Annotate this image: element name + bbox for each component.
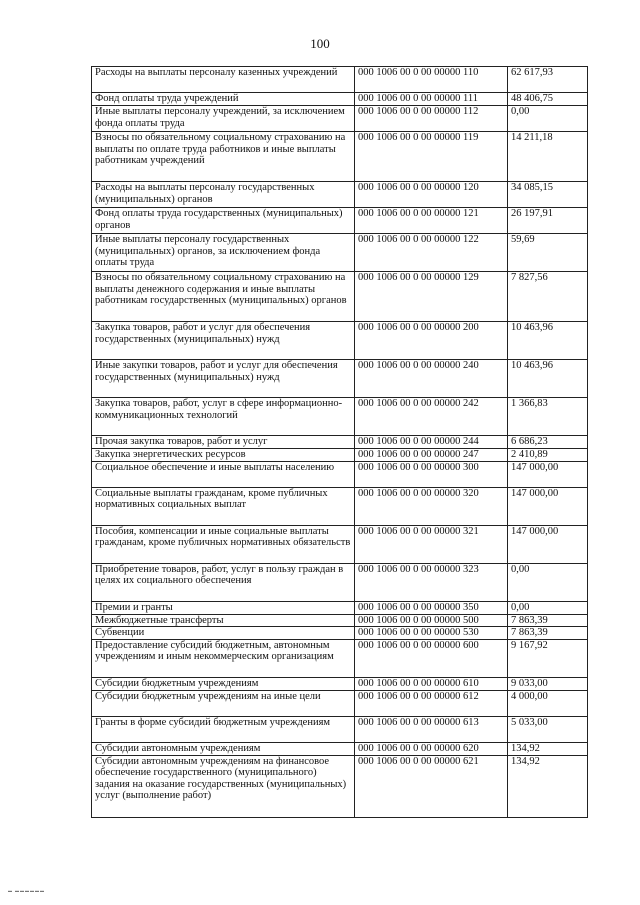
row-sum: 62 617,93 bbox=[508, 67, 588, 93]
row-name: Расходы на выплаты персоналу государственных (муниципальных) органов bbox=[92, 182, 355, 208]
row-sum: 5 033,00 bbox=[508, 716, 588, 742]
row-sum: 147 000,00 bbox=[508, 461, 588, 487]
table-row bbox=[92, 272, 588, 322]
row-sum: 10 463,96 bbox=[508, 360, 588, 398]
row-name: Субсидии автономным учреждениям на финансовое обеспечение государственного (муниципального) задания на оказание государственных (муниципальных) услуг (выполнение работ) bbox=[92, 755, 355, 817]
row-sum: 0,00 bbox=[508, 601, 588, 614]
row-code: 000 1006 00 0 00 00000 321 bbox=[355, 525, 508, 563]
row-name: Межбюджетные трансферты bbox=[92, 614, 355, 627]
row-name: Гранты в форме субсидий бюджетным учреждениям bbox=[92, 716, 355, 742]
table-row bbox=[92, 677, 588, 690]
row-code: 000 1006 00 0 00 00000 350 bbox=[355, 601, 508, 614]
page-number: 100 bbox=[310, 36, 330, 51]
row-sum: 1 366,83 bbox=[508, 398, 588, 436]
row-name: Социальное обеспечение и иные выплаты населению bbox=[92, 461, 355, 487]
row-name: Расходы на выплаты персоналу казенных учреждений bbox=[92, 67, 355, 93]
row-name: Субсидии автономным учреждениям bbox=[92, 742, 355, 755]
row-code: 000 1006 00 0 00 00000 320 bbox=[355, 487, 508, 525]
row-sum: 6 686,23 bbox=[508, 436, 588, 449]
table-row bbox=[92, 449, 588, 462]
row-sum: 7 827,56 bbox=[508, 272, 588, 322]
row-sum: 4 000,00 bbox=[508, 690, 588, 716]
table-row bbox=[92, 93, 588, 106]
table-row bbox=[92, 627, 588, 640]
table-row bbox=[92, 132, 588, 182]
table-row bbox=[92, 487, 588, 525]
table-row bbox=[92, 690, 588, 716]
row-sum: 147 000,00 bbox=[508, 525, 588, 563]
row-sum: 26 197,91 bbox=[508, 208, 588, 234]
row-code: 000 1006 00 0 00 00000 621 bbox=[355, 755, 508, 817]
table-row bbox=[92, 322, 588, 360]
row-sum: 147 000,00 bbox=[508, 487, 588, 525]
table-row bbox=[92, 755, 588, 817]
row-name: Социальные выплаты гражданам, кроме публичных нормативных социальных выплат bbox=[92, 487, 355, 525]
row-code: 000 1006 00 0 00 00000 244 bbox=[355, 436, 508, 449]
row-name: Фонд оплаты труда учреждений bbox=[92, 93, 355, 106]
table-row bbox=[92, 182, 588, 208]
table-row bbox=[92, 525, 588, 563]
row-name: Предоставление субсидий бюджетным, автономным учреждениям и иным некоммерческим организациям bbox=[92, 639, 355, 677]
row-name: Субсидии бюджетным учреждениям bbox=[92, 677, 355, 690]
row-name: Взносы по обязательному социальному страхованию на выплаты денежного содержания и иные выплаты работникам государственных (муниципальных) органов bbox=[92, 272, 355, 322]
row-code: 000 1006 00 0 00 00000 300 bbox=[355, 461, 508, 487]
row-name: Иные выплаты персоналу учреждений, за исключением фонда оплаты труда bbox=[92, 106, 355, 132]
table-row bbox=[92, 614, 588, 627]
row-name: Субвенции bbox=[92, 627, 355, 640]
row-code: 000 1006 00 0 00 00000 110 bbox=[355, 67, 508, 93]
table-row bbox=[92, 601, 588, 614]
table-row bbox=[92, 234, 588, 272]
table-row bbox=[92, 398, 588, 436]
row-sum: 48 406,75 bbox=[508, 93, 588, 106]
table-row bbox=[92, 360, 588, 398]
row-code: 000 1006 00 0 00 00000 600 bbox=[355, 639, 508, 677]
table-row bbox=[92, 67, 588, 93]
row-sum: 7 863,39 bbox=[508, 627, 588, 640]
table-row bbox=[92, 106, 588, 132]
row-code: 000 1006 00 0 00 00000 613 bbox=[355, 716, 508, 742]
row-sum: 34 085,15 bbox=[508, 182, 588, 208]
row-code: 000 1006 00 0 00 00000 247 bbox=[355, 449, 508, 462]
row-name: Пособия, компенсации и иные социальные выплаты гражданам, кроме публичных нормативных обязательств bbox=[92, 525, 355, 563]
row-code: 000 1006 00 0 00 00000 612 bbox=[355, 690, 508, 716]
row-sum: 9 167,92 bbox=[508, 639, 588, 677]
table-row bbox=[92, 639, 588, 677]
row-name: Закупка энергетических ресурсов bbox=[92, 449, 355, 462]
row-sum: 2 410,89 bbox=[508, 449, 588, 462]
row-code: 000 1006 00 0 00 00000 240 bbox=[355, 360, 508, 398]
row-name: Субсидии бюджетным учреждениям на иные цели bbox=[92, 690, 355, 716]
row-name: Закупка товаров, работ и услуг для обеспечения государственных (муниципальных) нужд bbox=[92, 322, 355, 360]
table-row bbox=[92, 461, 588, 487]
row-name: Иные закупки товаров, работ и услуг для обеспечения государственных (муниципальных) нужд bbox=[92, 360, 355, 398]
table-row bbox=[92, 742, 588, 755]
row-code: 000 1006 00 0 00 00000 323 bbox=[355, 563, 508, 601]
row-name: Премии и гранты bbox=[92, 601, 355, 614]
table-row bbox=[92, 436, 588, 449]
row-sum: 14 211,18 bbox=[508, 132, 588, 182]
row-code: 000 1006 00 0 00 00000 120 bbox=[355, 182, 508, 208]
row-sum: 0,00 bbox=[508, 563, 588, 601]
scan-artifact: ▬ ▬▬▬▬▬▬ bbox=[8, 888, 45, 893]
budget-table-body bbox=[92, 67, 588, 818]
row-name: Закупка товаров, работ, услуг в сфере информационно-коммуникационных технологий bbox=[92, 398, 355, 436]
row-code: 000 1006 00 0 00 00000 119 bbox=[355, 132, 508, 182]
row-code: 000 1006 00 0 00 00000 610 bbox=[355, 677, 508, 690]
row-name: Приобретение товаров, работ, услуг в пользу граждан в целях их социального обеспечения bbox=[92, 563, 355, 601]
row-code: 000 1006 00 0 00 00000 242 bbox=[355, 398, 508, 436]
table-row bbox=[92, 563, 588, 601]
row-name: Взносы по обязательному социальному страхованию на выплаты по оплате труда работников и иные выплаты работникам учреждений bbox=[92, 132, 355, 182]
row-name: Фонд оплаты труда государственных (муниципальных) органов bbox=[92, 208, 355, 234]
row-sum: 0,00 bbox=[508, 106, 588, 132]
row-name: Прочая закупка товаров, работ и услуг bbox=[92, 436, 355, 449]
row-code: 000 1006 00 0 00 00000 111 bbox=[355, 93, 508, 106]
row-code: 000 1006 00 0 00 00000 129 bbox=[355, 272, 508, 322]
row-sum: 9 033,00 bbox=[508, 677, 588, 690]
row-code: 000 1006 00 0 00 00000 122 bbox=[355, 234, 508, 272]
table-row bbox=[92, 716, 588, 742]
row-sum: 59,69 bbox=[508, 234, 588, 272]
row-code: 000 1006 00 0 00 00000 530 bbox=[355, 627, 508, 640]
row-sum: 134,92 bbox=[508, 755, 588, 817]
row-code: 000 1006 00 0 00 00000 620 bbox=[355, 742, 508, 755]
row-sum: 7 863,39 bbox=[508, 614, 588, 627]
row-sum: 134,92 bbox=[508, 742, 588, 755]
table-row bbox=[92, 208, 588, 234]
row-name: Иные выплаты персоналу государственных (муниципальных) органов, за исключением фонда оплаты труда bbox=[92, 234, 355, 272]
row-code: 000 1006 00 0 00 00000 500 bbox=[355, 614, 508, 627]
budget-table bbox=[91, 66, 588, 818]
row-sum: 10 463,96 bbox=[508, 322, 588, 360]
row-code: 000 1006 00 0 00 00000 200 bbox=[355, 322, 508, 360]
row-code: 000 1006 00 0 00 00000 112 bbox=[355, 106, 508, 132]
row-code: 000 1006 00 0 00 00000 121 bbox=[355, 208, 508, 234]
